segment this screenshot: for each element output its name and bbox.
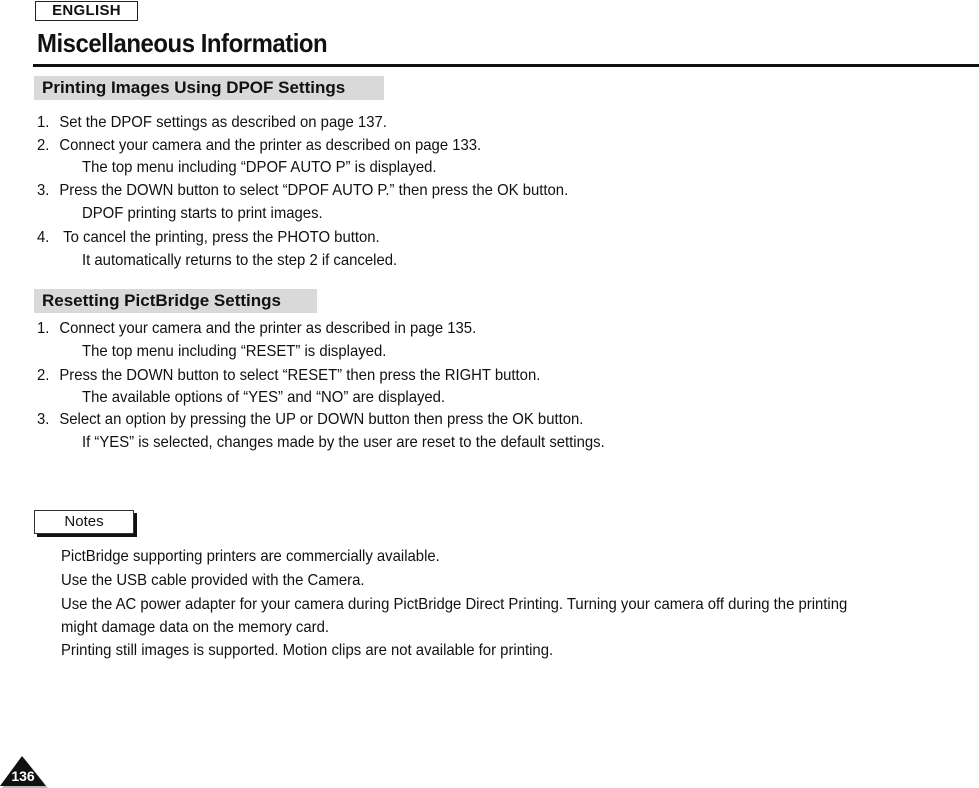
dpof-step-3-note: DPOF printing starts to print images.: [82, 205, 323, 222]
reset-step-2: [37, 366, 540, 386]
step-number: 3.: [37, 411, 50, 428]
reset-step-3-note: If “YES” is selected, changes made by the user are reset to the default settings.: [82, 434, 605, 451]
dpof-step-3: [37, 181, 568, 201]
language-tag: ENGLISH: [35, 1, 138, 21]
dpof-step-2: [37, 136, 481, 156]
note-item: PictBridge supporting printers are commercially available.: [61, 548, 440, 565]
note-item: Use the AC power adapter for your camera during PictBridge Direct Printing. Turning your camera off during the printing: [61, 596, 848, 613]
reset-step-3: [37, 410, 583, 430]
step-number: 3.: [37, 182, 50, 199]
step-number: 2.: [37, 367, 50, 384]
step-text: Connect your camera and the printer as described in page 135.: [59, 320, 477, 337]
step-text: Press the DOWN button to select “DPOF AUTO P.” then press the OK button.: [59, 182, 569, 199]
reset-step-2-note: The available options of “YES” and “NO” are displayed.: [82, 389, 446, 406]
step-text: Press the DOWN button to select “RESET” then press the RIGHT button.: [59, 367, 541, 384]
step-number: 4.: [37, 229, 50, 246]
section-heading-dpof: Printing Images Using DPOF Settings: [34, 76, 384, 100]
notes-label-box: Notes: [34, 510, 134, 534]
step-text: Set the DPOF settings as described on page 137.: [59, 114, 387, 131]
step-number: 1.: [37, 114, 50, 131]
note-item: Use the USB cable provided with the Camera.: [61, 572, 365, 589]
step-text: Select an option by pressing the UP or DOWN button then press the OK button.: [59, 411, 584, 428]
dpof-step-4: [37, 228, 380, 248]
title-divider: [33, 64, 979, 67]
note-item: Printing still images is supported. Motion clips are not available for printing.: [61, 642, 554, 659]
step-text: Connect your camera and the printer as described on page 133.: [59, 137, 482, 154]
page-number-badge: [0, 752, 50, 788]
note-item-continued: might damage data on the memory card.: [61, 619, 329, 636]
step-text: To cancel the printing, press the PHOTO button.: [59, 229, 380, 246]
reset-step-1-note: The top menu including “RESET” is displayed.: [82, 343, 387, 360]
dpof-step-4-note: It automatically returns to the step 2 if canceled.: [82, 252, 398, 269]
section-heading-reset: Resetting PictBridge Settings: [34, 289, 317, 313]
reset-step-1: [37, 319, 476, 339]
dpof-step-2-note: The top menu including “DPOF AUTO P” is displayed.: [82, 159, 437, 176]
page-number: 136: [11, 768, 35, 784]
dpof-step-1: [37, 113, 387, 133]
step-number: 1.: [37, 320, 50, 337]
page-title: Miscellaneous Information: [37, 28, 328, 58]
step-number: 2.: [37, 137, 50, 154]
